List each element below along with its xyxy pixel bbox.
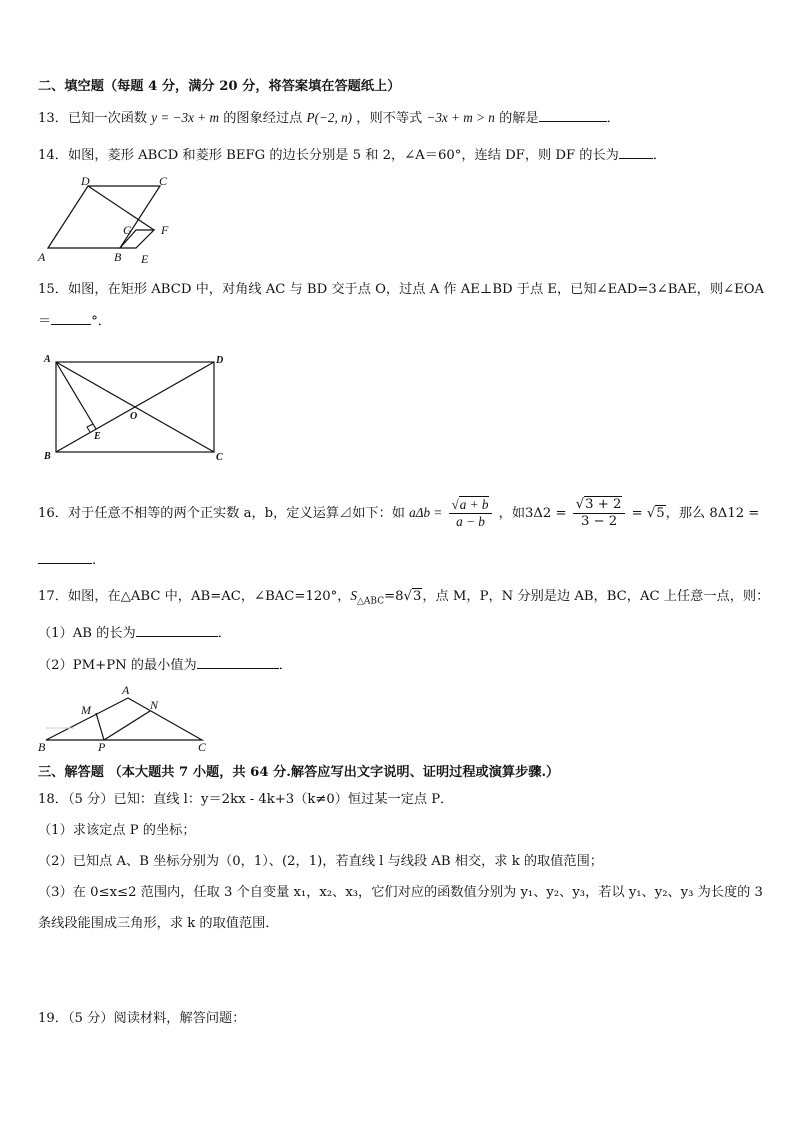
q16-f1-denominator: a − b [456,514,485,529]
q18-head: 18．（5 分）已知：直线 l：y＝2kx - 4k+3（k≠0）恒过某一定点 P． [38,792,454,807]
q13-function: y = −3x + m [151,110,220,125]
q15-answer-blank[interactable] [51,312,91,325]
q16-example: 3Δ2 = [525,506,567,521]
q16-number: 16． [38,506,68,521]
q16-answer-blank[interactable] [38,551,92,564]
q13-text-c: ，则不等式 [356,111,423,126]
q19-head: 19．（5 分）阅读材料，解答问题： [38,1011,246,1026]
q14-label-g: G [123,223,132,237]
q17-area-sub: △ABC [357,596,385,607]
q15-label-c: C [216,452,223,463]
q16-fraction-1: $\frac{√a + b}{a - b}$ [449,497,493,530]
section-2-title: 二、填空题（每题 4 分，满分 20 分，将答案填在答题纸上） [38,79,401,94]
q17-sub1-blank[interactable] [136,624,218,637]
q16-end: . [92,553,97,568]
q16-root5: 5 [656,506,665,521]
q13-inequality: −3x + m > n [426,110,495,125]
question-17: 17．如图，在△ABC 中，AB=AC，∠BAC=120°，$S_{\triangle ABC}=8√3$，点 M，P，N 分别是边 AB，BC，AC 上任意一点，则： [38,588,770,607]
q17-sub2 [38,656,292,675]
q17-triangle-figure [34,682,214,754]
q15-label-o: O [130,411,138,422]
q17-label-n: N [150,698,159,712]
q17-label-b: B [38,740,46,754]
q15-degree: °． [91,314,111,329]
q15-rectangle-figure [38,350,238,465]
q15-eq: ＝ [38,314,52,329]
q17-sub2-blank[interactable] [197,656,279,669]
q14-label-a: A [38,250,46,264]
q16-equals: = [631,506,643,521]
q18-part1: （1）求该定点 P 的坐标； [38,823,196,838]
q15-label-e: E [94,431,101,442]
q14-number: 14． [38,148,68,163]
q13-answer-blank[interactable] [539,109,607,122]
q17-text-a: 如图，在△ABC 中，AB=AC，∠BAC=120°， [67,589,351,604]
q16-fraction-2: $\frac{√3 + 2}{3 - 2}$ [573,497,626,530]
q17-label-c: C [198,740,207,754]
q14-end: ． [652,148,667,163]
q17-root3: 3 [412,589,422,604]
q15-number: 15． [38,282,68,297]
q17-label-a: A [122,683,130,697]
q17-sub1-end: ． [217,626,231,641]
q17-sub1 [38,624,231,643]
question-16-line2 [38,551,96,570]
q13-point: P(−2, n) [306,110,353,125]
q18-part3-line1: （3）在 0≤x≤2 范围内，任取 3 个自变量 x₁，x₂、x₃，它们对应的函数值分别为 y₁、y₂、y₃，若以 y₁、y₂、y₃ 为长度的 3 [38,885,763,900]
q14-label-c: C [159,174,168,188]
question-15-line1 [38,281,764,299]
q14-text: 如图，菱形 ABCD 和菱形 BEFG 的边长分别是 5 和 2，∠A＝60°，连结 DF，则 DF 的长为 [67,148,619,163]
q14-label-f: F [161,223,169,237]
q13-end: ． [606,111,620,126]
q16-f2-numerator: 3 + 2 [585,497,622,512]
q17-sub2-end: ． [278,658,292,673]
q17-sub1-text: （1）AB 的长为 [38,626,136,641]
q17-label-m: M [81,703,91,717]
q15-label-a: A [44,354,51,365]
q14-label-e: E [141,252,149,266]
question-16: 16．对于任意不相等的两个正实数 a，b，定义运算⊿如下：如 aΔb = $\frac{√a + b}{a - b}$ ，如3Δ2 = $\frac{√3 + 2}{3 - 2}$ = √5，那么 8Δ12 = [38,497,760,529]
q16-f1-numerator: a + b [459,497,489,512]
q14-label-d: D [81,174,90,188]
q15-label-d: D [216,355,224,366]
q15-label-b: B [44,451,51,462]
q16-lhs: aΔb = [409,505,443,520]
q13-text-a: 已知一次函数 [67,111,148,126]
q18-part3-line2: 条线段能围成三角形，求 k 的取值范围． [38,916,279,931]
q13-text-b: 的图象经过点 [223,111,303,126]
q16-text-c: ，那么 8Δ12 = [665,506,760,521]
q16-text-b: ，如 [498,506,526,521]
q13-text-d: 的解是 [499,111,539,126]
q13-number: 13． [38,111,68,126]
question-15-line2 [38,312,111,331]
q17-area-eq: =8 [384,589,404,604]
q18-part2: （2）已知点 A、B 坐标分别为（0，1）、(2，1)，若直线 l 与线段 AB 相交，求 k 的取值范围； [38,854,603,869]
question-13 [38,109,620,128]
q17-text-b: ，点 M，P，N 分别是边 AB，BC，AC 上任意一点，则： [422,589,770,604]
q14-rhombus-figure [34,172,184,267]
q17-label-p: P [98,740,106,754]
q17-number: 17． [38,589,68,604]
section-3-title: 三、解答题 （本大题共 7 小题，共 64 分.解答应写出文字说明、证明过程或演算步骤.） [38,765,560,780]
q16-text-a: 对于任意不相等的两个正实数 a，b，定义运算⊿如下：如 [67,506,405,521]
q17-area: S [350,588,357,603]
question-14 [38,146,666,165]
q17-sub2-text: （2）PM+PN 的最小值为 [38,658,197,673]
q14-answer-blank[interactable] [619,146,653,159]
q14-label-b: B [114,250,122,264]
q16-f2-denominator: 3 − 2 [580,514,618,529]
q15-text: 如图，在矩形 ABCD 中，对角线 AC 与 BD 交于点 O，过点 A 作 AE⊥BD 于点 E，已知∠EAD=3∠BAE，则∠EOA [67,282,765,297]
